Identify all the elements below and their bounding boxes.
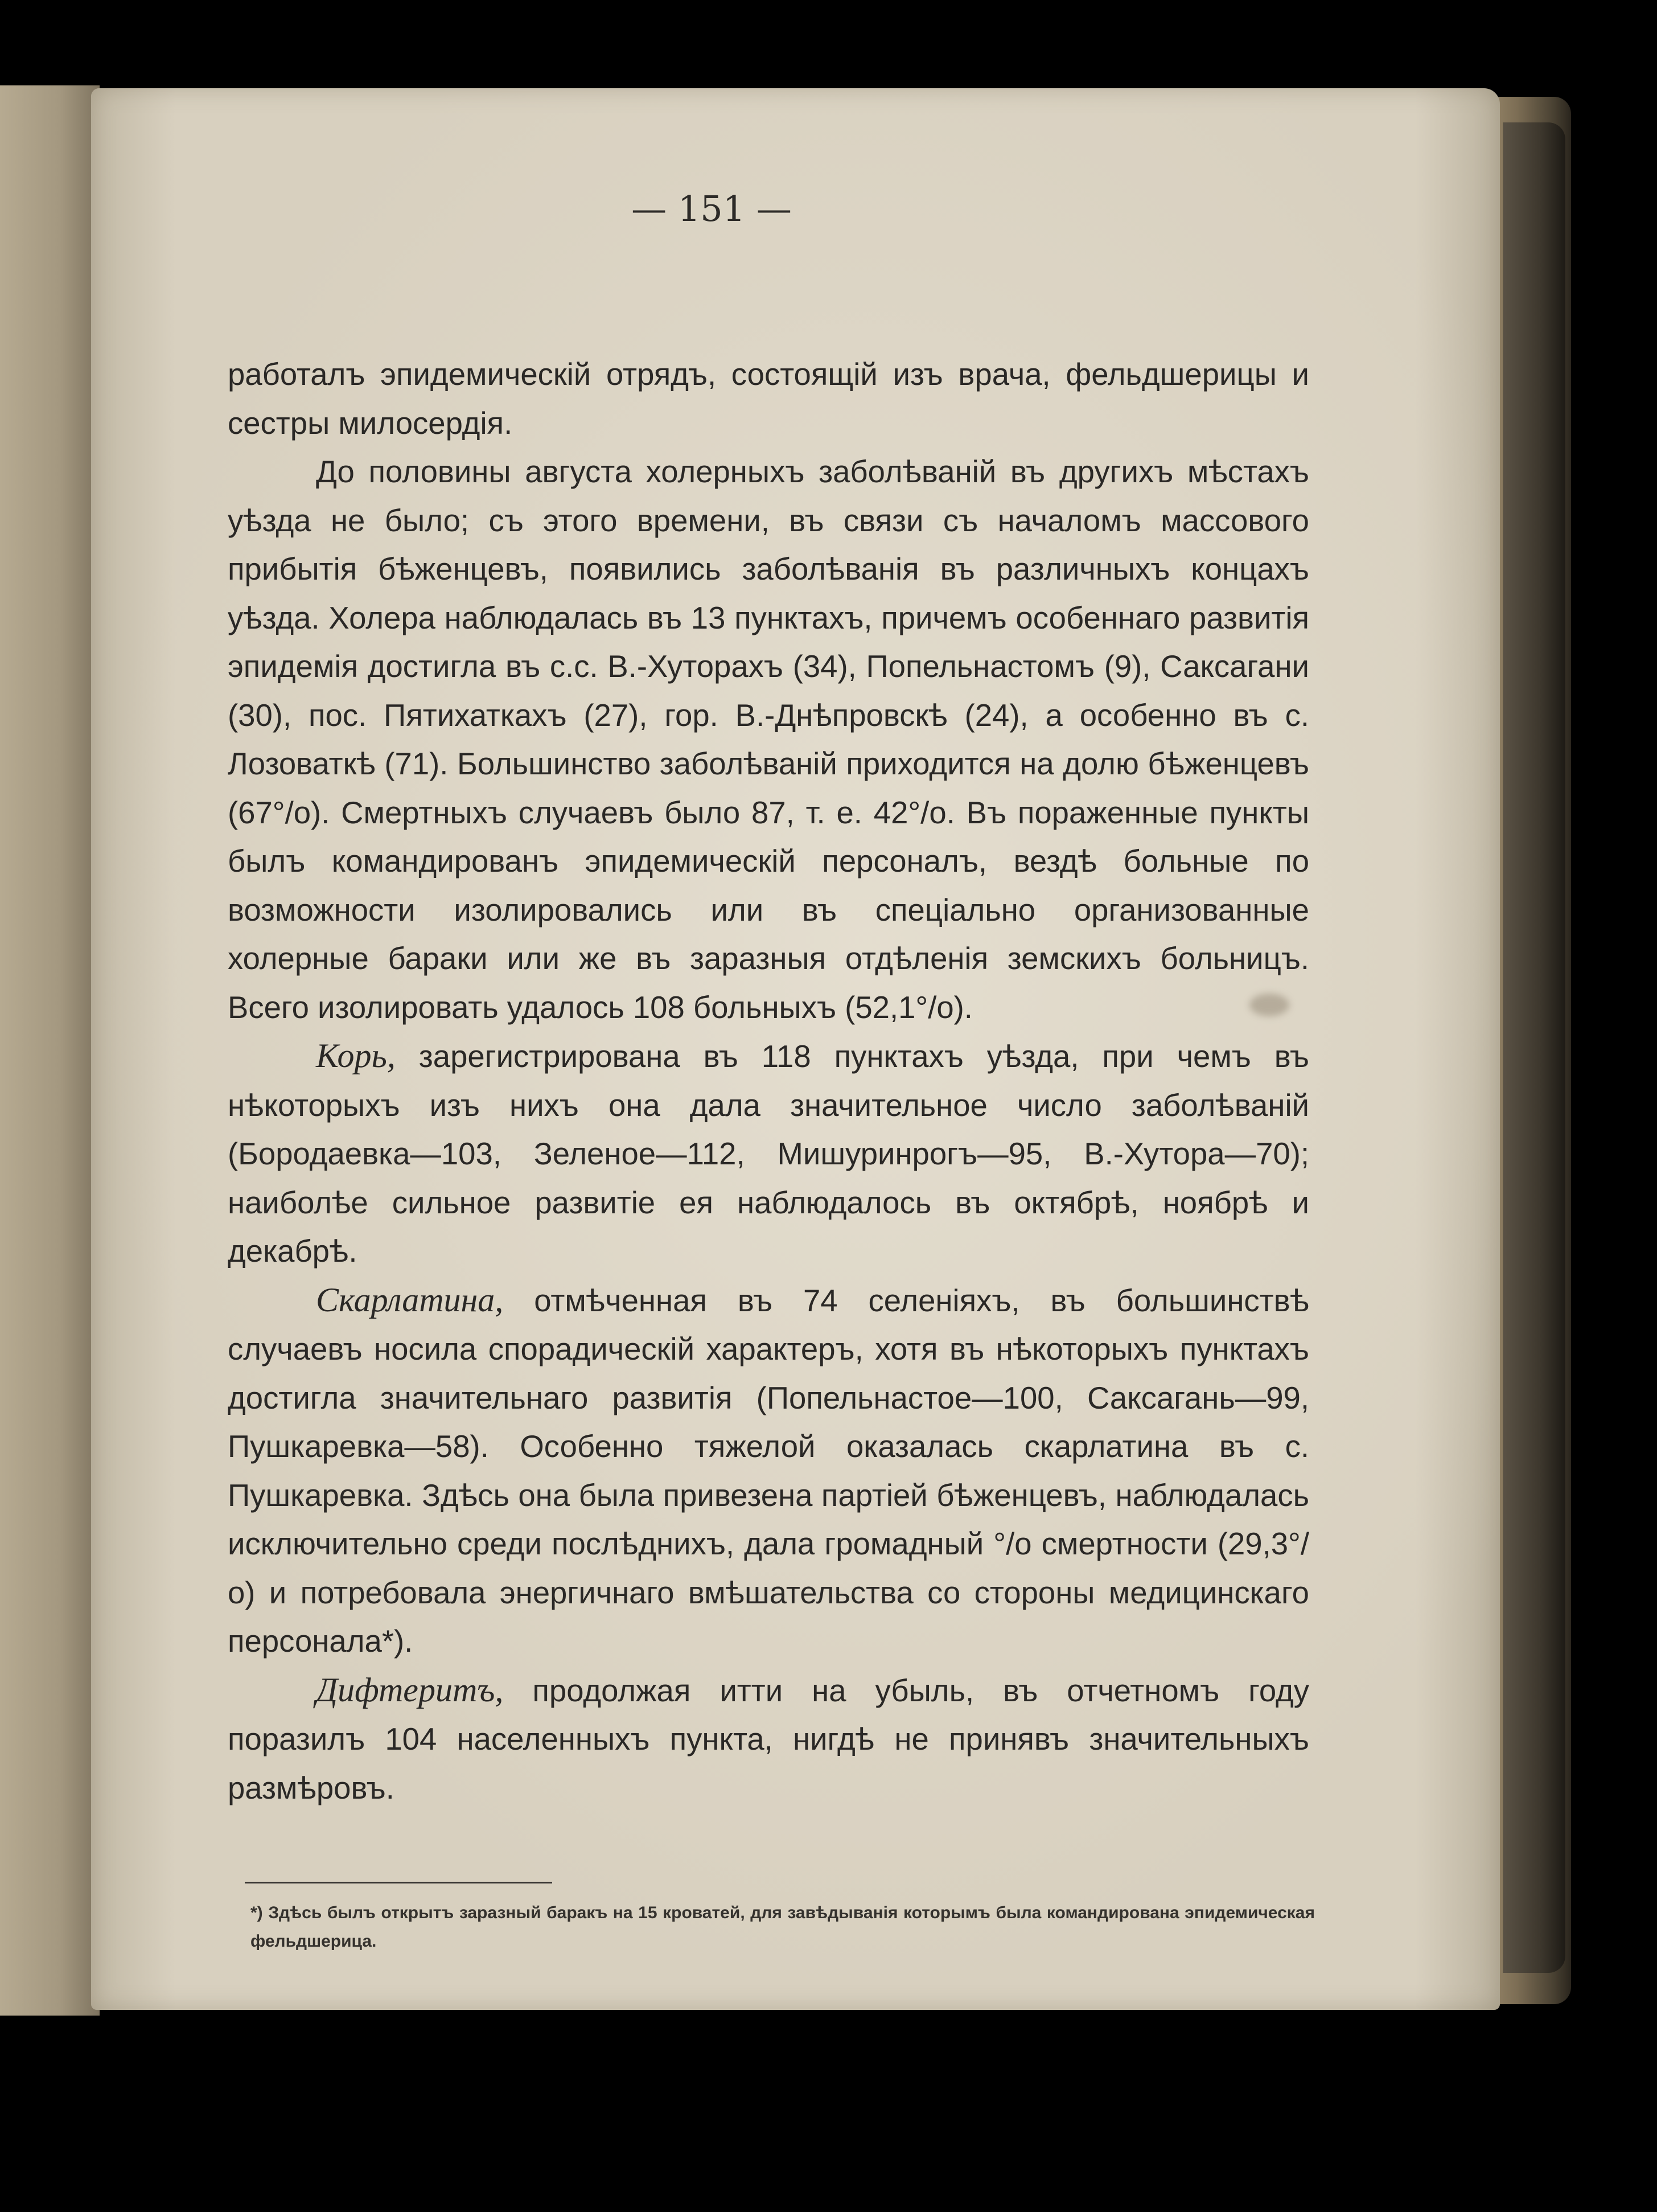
- paragraph-diphtheria-text: продолжая итти на убыль, въ отчетномъ году поразилъ 104 населенныхъ пункта, нигдѣ не принявъ значительныхъ размѣровъ.: [228, 1673, 1309, 1805]
- footnote: *) Здѣсь былъ открытъ заразный баракъ на 15 кроватей, для завѣдыванія которымъ была командирована эпидемическая фельдшерица.: [250, 1903, 1315, 1951]
- diphtheria-heading: Дифтеритъ,: [316, 1671, 504, 1709]
- paragraph-scarlet-fever: [228, 1276, 1309, 1666]
- book-spine-shadow: [1503, 122, 1565, 1973]
- paragraph-measles: [228, 1032, 1309, 1276]
- paragraph-cholera-text: До половины августа холерныхъ заболѣваній въ другихъ мѣстахъ уѣзда не было; съ этого времени, въ связи съ началомъ массового прибытія бѣженцевъ, появились заболѣванія въ различныхъ концахъ уѣзда. Холера наблюдалась въ 13 пунктахъ, причемъ особеннаго развитія эпидемія достигла въ с.с. В.-Хуторахъ (34), Попельнастомъ (9), Саксагани (30), пос. Пятихаткахъ (27), гор. В.-Днѣпровскѣ (24), а особенно въ с. Лозоваткѣ (71). Большинство заболѣваній приходится на долю бѣженцевъ (67°/о). Смертныхъ случаевъ было 87, т. е. 42°/о. Въ пораженные пункты былъ командированъ эпидемическій персоналъ, вездѣ больные по возможности изолировались или въ спеціально организованные холерные бараки или же въ заразныя отдѣленія земскихъ больницъ. Всего изолировать удалось 108 больныхъ (52,1°/о).: [228, 454, 1309, 1025]
- paragraph-1: [228, 350, 1309, 448]
- paragraph-1-text: работалъ эпидемическій отрядъ, состоящій изъ врача, фельдшерицы и сестры милосердія.: [228, 357, 1309, 441]
- page-body: [228, 350, 1309, 1812]
- page-number: — 151 —: [631, 188, 792, 229]
- measles-heading: Корь,: [316, 1037, 396, 1074]
- paragraph-cholera: [228, 448, 1309, 1032]
- paper-stain: [1249, 994, 1289, 1016]
- paragraph-measles-text: зарегистрирована въ 118 пунктахъ уѣзда, при чемъ въ нѣкоторыхъ изъ нихъ она дала значительное число заболѣваній (Бородаевка—103, Зеленое—112, Мишуринрогъ—95, В.-Хутора—70); наиболѣе сильное развитіе ея наблюдалось въ октябрѣ, ноябрѣ и декабрѣ.: [228, 1039, 1309, 1269]
- footnote-divider: [245, 1882, 552, 1883]
- paragraph-scarlet-fever-text: отмѣченная въ 74 селеніяхъ, въ большинствѣ случаевъ носила спорадическій характеръ, хотя въ нѣкоторыхъ пунктахъ достигла значительнаго развитія (Попельнастое—100, Саксагань—99, Пушкаревка—58). Особенно тяжелой оказалась скарлатина въ с. Пушкаревка. Здѣсь она была привезена партіей бѣженцевъ, наблюдалась исключительно среди послѣднихъ, дала громадный °/о смертности (29,3°/о) и потребовала энергичнаго вмѣшательства со стороны медицинскаго персонала*).: [228, 1283, 1309, 1659]
- facing-page-edge: [0, 85, 100, 2016]
- scarlet-fever-heading: Скарлатина,: [316, 1281, 504, 1319]
- paragraph-diphtheria: [228, 1666, 1309, 1813]
